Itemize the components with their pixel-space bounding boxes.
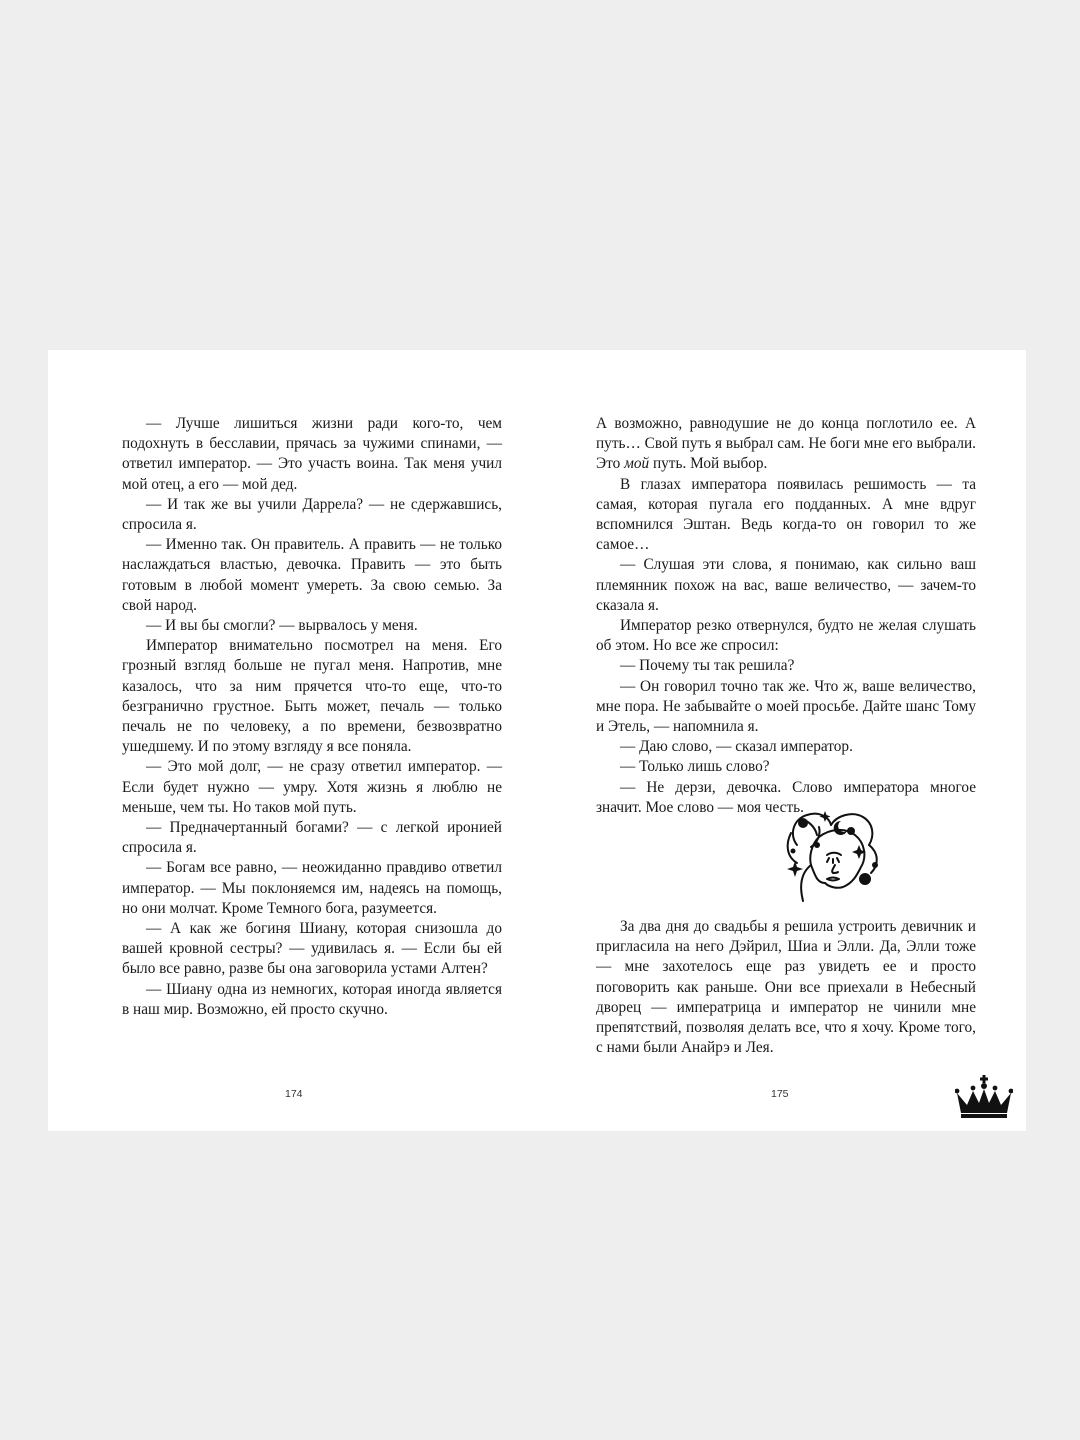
paragraph: — Даю слово, — сказал император. (620, 738, 853, 756)
paragraph: — Лучше лишиться жизни ради кого-то, чем подохнуть в бесславии, прячась за чужими спинами, — ответил император. — Это участь воина. Так меня учил мой отец, а его — мой дед. (122, 415, 502, 493)
paragraph: — Слушая эти слова, я понимаю, как сильно ваш племянник похож на вас, ваше величество, — зачем-то сказала я. (596, 556, 976, 614)
woman-face-line-art-icon (781, 805, 885, 907)
paragraph-continuation: А возможно, равнодушие не до конца поглотило ее. А путь… Свой путь я выбрал сам. Не боги мне его выбрали. Это мой путь. Мой выбор. (596, 415, 976, 473)
paragraph: Император резко отвернулся, будто не желая слушать об этом. Но все же спросил: (596, 617, 976, 655)
paragraph: — Шиану одна из немногих, которая иногда является в наш мир. Возможно, ей просто скучно. (122, 980, 502, 1018)
page-number: 174 (285, 1088, 303, 1100)
paragraph: — Не дерзи, девочка. Слово императора многое значит. Мое слово — моя честь. (596, 778, 976, 816)
emphasis: мой (624, 455, 650, 473)
paragraph: Император внимательно посмотрел на меня. Его грозный взгляд больше не пугал меня. Напротив, мне казалось, что за ним прячется что-то еще, что-то безгранично грустное. Быть может, печаль — только печаль не по человеку, а по времени, безвозвратно ушедшему. И по этому взгляду я все поняла. (122, 637, 502, 756)
paragraph: За два дня до свадьбы я решила устроить девичник и пригласила на него Дэйрил, Шиа и Элли. Да, Элли тоже — мне захотелось еще раз увидеть ее и просто поговорить как раньше. Они все приехали в Небесный дворец — императрица и император не чинили мне препятствий, позволяя делать все, что я хочу. Кроме того, с нами были Анайрэ и Лея. (596, 918, 976, 1057)
left-page (48, 350, 537, 1131)
section-two-text (596, 917, 976, 1058)
paragraph: В глазах императора появилась решимость — та самая, которая пугала его подданных. А мне вдруг вспомнился Эштан. Ведь когда-то он говорил то же самое… (596, 475, 976, 554)
paragraph: — Он говорил точно так же. Что ж, ваше величество, мне пора. Не забывайте о моей просьбе. Дайте шанс Тому и Этель, — напомнила я. (596, 677, 976, 736)
paragraph: — Богам все равно, — неожиданно правдиво ответил император. — Мы поклоняемся им, надеясь на помощь, но они молчат. Кроме Темного бога, разумеется. (122, 859, 502, 917)
crown-icon (955, 1075, 1013, 1119)
right-page (537, 350, 1026, 1131)
paragraph: — А как же богиня Шиану, которая снизошла до вашей кровной сестры? — удивилась я. — Если бы ей было все равно, разве бы она заговорила устами Алтен? (122, 920, 502, 978)
page-number: 175 (771, 1088, 789, 1100)
book-spread (48, 350, 1026, 1131)
paragraph: — Только лишь слово? (620, 758, 770, 776)
paragraph: — Почему ты так решила? (620, 657, 795, 675)
paragraph: — Именно так. Он правитель. А править — не только наслаждаться властью, девочка. Править — это быть готовым в любой момент умереть. За свою семью. За свой народ. (122, 536, 502, 614)
paragraph: — Это мой долг, — не сразу ответил император. — Если будет нужно — умру. Хотя жизнь я люблю не меньше, чем ты. Но таков мой путь. (122, 758, 502, 816)
paragraph: — Предначертанный богами? — с легкой иронией спросила я. (122, 819, 502, 857)
left-page-text (122, 414, 502, 1020)
right-page-text (596, 414, 976, 818)
paragraph: — И так же вы учили Даррела? — не сдержавшись, спросила я. (122, 495, 502, 534)
paragraph: — И вы бы смогли? — вырвалось у меня. (146, 617, 418, 635)
